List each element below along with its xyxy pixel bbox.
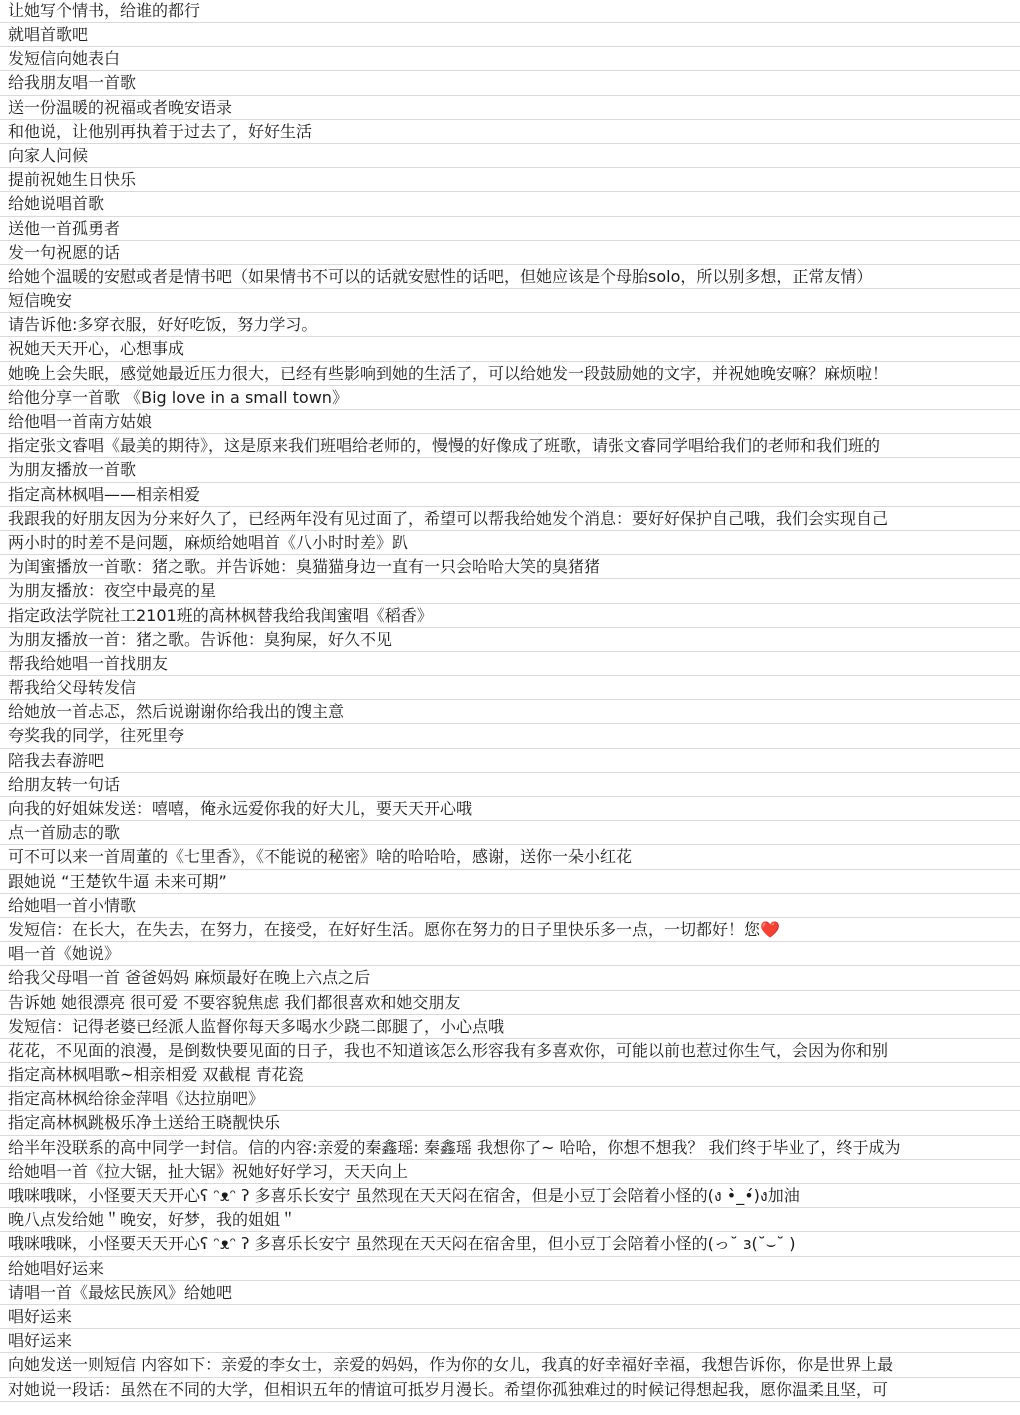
- table-cell[interactable]: 陪我去春游吧: [0, 749, 1020, 773]
- table-cell[interactable]: 为朋友播放一首：猪之歌。告诉他：臭狗屎，好久不见: [0, 628, 1020, 652]
- table-cell[interactable]: 给半年没联系的高中同学一封信。信的内容:亲爱的秦鑫瑶: 秦鑫瑶 我想你了~ 哈哈，你想不想我？ 我们终于毕业了，终于成为: [0, 1136, 1020, 1160]
- table-cell[interactable]: 发短信向她表白: [0, 47, 1020, 71]
- table-cell[interactable]: 给她个温暖的安慰或者是情书吧（如果情书不可以的话就安慰性的话吧，但她应该是个母胎solo，所以别多想，正常友情）: [0, 265, 1020, 289]
- table-cell[interactable]: 送一份温暖的祝福或者晚安语录: [0, 96, 1020, 120]
- table-cell[interactable]: 为朋友播放：夜空中最亮的星: [0, 579, 1020, 603]
- table-cell[interactable]: 花花，不见面的浪漫，是倒数快要见面的日子，我也不知道该怎么形容我有多喜欢你，可能以前也惹过你生气，会因为你和别: [0, 1039, 1020, 1063]
- table-cell[interactable]: 两小时的时差不是问题，麻烦给她唱首《八小时时差》趴: [0, 531, 1020, 555]
- table-cell[interactable]: 和他说，让他别再执着于过去了，好好生活: [0, 120, 1020, 144]
- table-cell[interactable]: 对她说一段话：虽然在不同的大学，但相识五年的情谊可抵岁月漫长。希望你孤独难过的时候记得想起我，愿你温柔且坚，可: [0, 1378, 1020, 1402]
- table-cell[interactable]: 发短信：在长大，在失去，在努力，在接受，在好好生活。愿你在努力的日子里快乐多一点，一切都好！您❤️: [0, 918, 1020, 942]
- table-cell[interactable]: 祝她天天开心，心想事成: [0, 337, 1020, 361]
- table-cell[interactable]: 指定政法学院社工2101班的高林枫替我给我闺蜜唱《稻香》: [0, 604, 1020, 628]
- table-cell[interactable]: 给我朋友唱一首歌: [0, 71, 1020, 95]
- table-cell[interactable]: 提前祝她生日快乐: [0, 168, 1020, 192]
- table-cell[interactable]: 发一句祝愿的话: [0, 241, 1020, 265]
- table-cell[interactable]: 指定高林枫唱歌~相亲相爱 双截棍 青花瓷: [0, 1063, 1020, 1087]
- table-cell[interactable]: 可不可以来一首周董的《七里香》，《不能说的秘密》啥的哈哈哈，感谢，送你一朵小红花: [0, 845, 1020, 869]
- table-cell[interactable]: 向她发送一则短信 内容如下：亲爱的李女士，亲爱的妈妈，作为你的女儿，我真的好幸福好幸福，我想告诉你，你是世界上最: [0, 1353, 1020, 1377]
- table-cell[interactable]: 给我父母唱一首 爸爸妈妈 麻烦最好在晚上六点之后: [0, 966, 1020, 990]
- table-cell[interactable]: 点一首励志的歌: [0, 821, 1020, 845]
- table-cell[interactable]: 给朋友转一句话: [0, 773, 1020, 797]
- table-cell[interactable]: 请告诉他:多穿衣服，好好吃饭，努力学习。: [0, 313, 1020, 337]
- table-cell[interactable]: 送他一首孤勇者: [0, 217, 1020, 241]
- table-cell[interactable]: 晚八点发给她＂晚安，好梦，我的姐姐＂: [0, 1208, 1020, 1232]
- table-cell[interactable]: 给他分享一首歌 《Big love in a small town》: [0, 386, 1020, 410]
- table-cell[interactable]: 我跟我的好朋友因为分来好久了，已经两年没有见过面了，希望可以帮我给她发个消息：要好好保护自己哦，我们会实现自己: [0, 507, 1020, 531]
- table-cell[interactable]: 唱好运来: [0, 1329, 1020, 1353]
- table-cell[interactable]: 哦咪哦咪，小怪要天天开心ʕ ᵔᴥᵔ ʔ 多喜乐长安宁 虽然现在天天闷在宿舍里，但小豆丁会陪着小怪的(っ˘ з(˘⌣˘ ): [0, 1232, 1020, 1256]
- table-cell[interactable]: 跟她说 “王楚钦牛逼 未来可期”: [0, 870, 1020, 894]
- table-cell[interactable]: 给她唱好运来: [0, 1257, 1020, 1281]
- table-cell[interactable]: 唱好运来: [0, 1305, 1020, 1329]
- table-cell[interactable]: 帮我给她唱一首找朋友: [0, 652, 1020, 676]
- table-cell[interactable]: 告诉她 她很漂亮 很可爱 不要容貌焦虑 我们都很喜欢和她交朋友: [0, 991, 1020, 1015]
- table-cell[interactable]: 帮我给父母转发信: [0, 676, 1020, 700]
- table-cell[interactable]: 给她放一首忐忑，然后说谢谢你给我出的馊主意: [0, 700, 1020, 724]
- table-cell[interactable]: 给她唱一首《拉大锯，扯大锯》祝她好好学习，天天向上: [0, 1160, 1020, 1184]
- table-cell[interactable]: 指定高林枫唱——相亲相爱: [0, 483, 1020, 507]
- table-cell[interactable]: 给他唱一首南方姑娘: [0, 410, 1020, 434]
- table-cell[interactable]: 就唱首歌吧: [0, 23, 1020, 47]
- table-cell[interactable]: 为朋友播放一首歌: [0, 458, 1020, 482]
- table-cell[interactable]: 发短信：记得老婆已经派人监督你每天多喝水少跷二郎腿了，小心点哦: [0, 1015, 1020, 1039]
- table-cell[interactable]: 她晚上会失眠，感觉她最近压力很大，已经有些影响到她的生活了，可以给她发一段鼓励她的文字，并祝她晚安嘛？麻烦啦！: [0, 362, 1020, 386]
- table-cell[interactable]: 指定张文睿唱《最美的期待》，这是原来我们班唱给老师的，慢慢的好像成了班歌，请张文睿同学唱给我们的老师和我们班的: [0, 434, 1020, 458]
- table-cell[interactable]: 指定高林枫给徐金萍唱《达拉崩吧》: [0, 1087, 1020, 1111]
- table-cell[interactable]: 短信晚安: [0, 289, 1020, 313]
- table-cell[interactable]: 哦咪哦咪，小怪要天天开心ʕ ᵔᴥᵔ ʔ 多喜乐长安宁 虽然现在天天闷在宿舍，但是小豆丁会陪着小怪的(ง •̀_•́)ง加油: [0, 1184, 1020, 1208]
- table-cell[interactable]: 让她写个情书，给谁的都行: [0, 0, 1020, 23]
- table-cell[interactable]: 向我的好姐妹发送：嘻嘻，俺永远爱你我的好大儿，要天天开心哦: [0, 797, 1020, 821]
- table-cell[interactable]: 给她唱一首小情歌: [0, 894, 1020, 918]
- table-cell[interactable]: 指定高林枫跳极乐净土送给王晓靓快乐: [0, 1111, 1020, 1135]
- table-cell[interactable]: 请唱一首《最炫民族风》给她吧: [0, 1281, 1020, 1305]
- table-cell[interactable]: 夸奖我的同学，往死里夸: [0, 724, 1020, 748]
- table-cell[interactable]: 给她说唱首歌: [0, 192, 1020, 216]
- table-cell[interactable]: 唱一首《她说》: [0, 942, 1020, 966]
- table-cell[interactable]: 向家人问候: [0, 144, 1020, 168]
- table-cell[interactable]: 为闺蜜播放一首歌：猪之歌。并告诉她：臭猫猫身边一直有一只会哈哈大笑的臭猪猪: [0, 555, 1020, 579]
